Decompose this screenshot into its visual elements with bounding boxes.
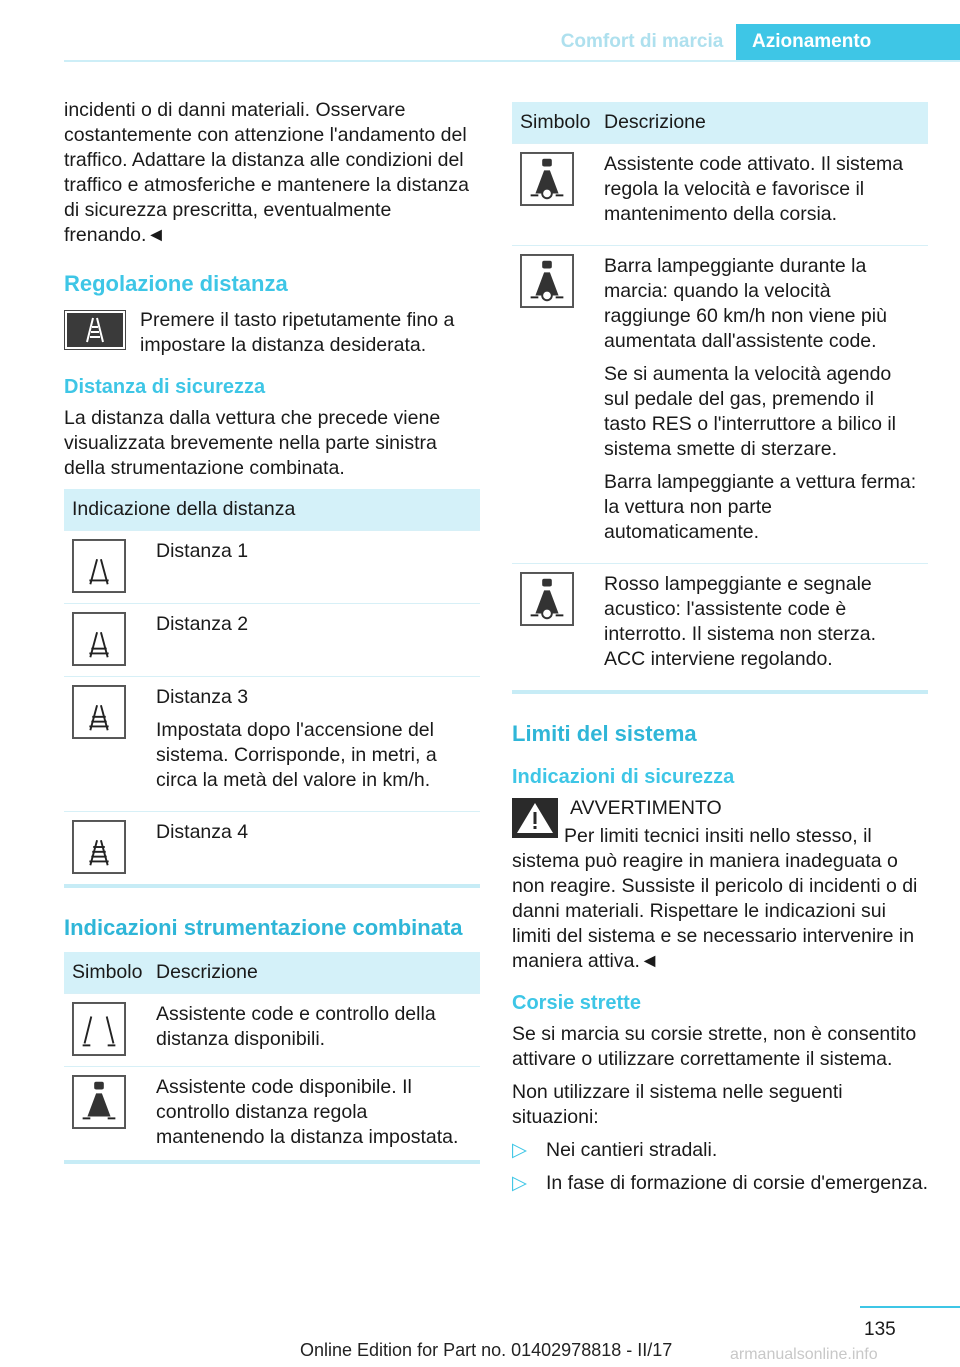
sicurezza-text: La distanza dalla vettura che precede viene visualizzata brevemente nella parte sinistra della strumentazione combinata.: [64, 407, 441, 479]
table-row: [64, 994, 480, 1067]
bullet-triangle-icon: ▷: [512, 1139, 527, 1161]
tab-comfort-di-marcia[interactable]: Comfort di marcia: [560, 31, 724, 52]
table-bottom-rule: [512, 690, 928, 694]
col-header-symbol: Simbolo: [512, 102, 596, 144]
section-title-indicazioni: Indicazioni di sicurezza: [512, 766, 735, 788]
regolazione-block: [64, 308, 480, 358]
distance-1-icon: [72, 539, 126, 593]
traffic-assist-interrupted-text: Rosso lampeggiante e segnale acustico: l'assistente code è interrotto. Il sistema non sterza. ACC interviene regolando.: [604, 573, 877, 670]
table-bottom-rule: [64, 1160, 480, 1164]
header-rule: [64, 60, 960, 62]
list-item: ▷ In fase di formazione di corsie d'emergenza.: [512, 1172, 929, 1194]
symbol-table-left: [64, 952, 480, 1160]
table-row: [512, 564, 928, 691]
traffic-assist-blinking-icon: [520, 254, 574, 308]
footer-rule: [860, 1306, 960, 1308]
table-row: [64, 677, 480, 812]
distance-table-header: Indicazione della distanza: [64, 489, 480, 531]
blinking-text-1: Barra lampeggiante durante la marcia: quando la velocità raggiunge 60 km/h non viene più aumentata dall'assistente code.: [604, 255, 887, 352]
regolazione-text: Premere il tasto ripetutamente fino a impostare la distanza desiderata.: [140, 309, 455, 356]
distance-button-icon: [64, 310, 126, 350]
table-row: [64, 604, 480, 677]
distance-1-text: Distanza 1: [148, 531, 480, 604]
table-bottom-rule: [64, 884, 480, 888]
traffic-assist-active-text: Assistente code attivato. Il sistema regola la velocità e favorisce il mantenimento della corsia.: [604, 153, 904, 225]
table-row: [64, 1067, 480, 1161]
lane-lines-text: Assistente code e controllo della distanza disponibili.: [148, 994, 480, 1067]
section-title-sicurezza: Distanza di sicurezza: [64, 376, 266, 398]
distance-2-icon: [72, 612, 126, 666]
right-column: [512, 102, 928, 1204]
table-row: [512, 246, 928, 564]
distance-4-icon: [72, 820, 126, 874]
blinking-text-3: Barra lampeggiante a vettura ferma: la vettura non parte automaticamente.: [604, 471, 917, 543]
intro-paragraph: incidenti o di danni materiali. Osservare costantemente con attenzione l'andamento del traffico. Adattare la distanza alle condizioni del traffico e atmosferiche e mantenere la distanza di sicurezza prescritta, eventualmente frenando.◄: [64, 99, 470, 246]
col-header-description: Descrizione: [148, 952, 480, 994]
warning-text: Per limiti tecnici insiti nello stesso, il sistema può reagire in maniera inadeguata o non reagire. Sussiste il pericolo di incidenti o di danni materiali. Rispettare le indicazioni sui limiti del sistema e se necessario intervenire in maniera attiva.◄: [512, 825, 918, 972]
symbol-table-right: [512, 102, 928, 690]
distance-table: [64, 489, 480, 884]
page-number: 135: [864, 1319, 896, 1340]
col-header-description: Descrizione: [596, 102, 928, 144]
traffic-assist-active-icon: [520, 152, 574, 206]
distance-3-text: Distanza 3: [156, 686, 249, 708]
section-title-regolazione: Regolazione distanza: [64, 271, 288, 296]
corsie-text-1: Se si marcia su corsie strette, non è consentito attivare o utilizzare correttamente il sistema.: [512, 1023, 917, 1070]
bullet-triangle-icon: ▷: [512, 1172, 527, 1194]
situations-list: [512, 1138, 928, 1196]
watermark: armanualsonline.info: [730, 1346, 878, 1363]
traffic-assist-interrupted-icon: [520, 572, 574, 626]
distance-2-text: Distanza 2: [148, 604, 480, 677]
left-column: [64, 98, 480, 1164]
table-row: [64, 531, 480, 604]
section-title-combinata: Indicazioni strumentazione combinata: [64, 915, 463, 940]
section-title-limiti: Limiti del sistema: [512, 721, 697, 746]
lane-lines-icon: [72, 1002, 126, 1056]
traffic-assist-car-text: Assistente code disponibile. Il controllo distanza regola mantenendo la distanza impostata.: [148, 1067, 480, 1161]
warning-label: AVVERTIMENTO: [570, 797, 722, 819]
distance-4-text: Distanza 4: [148, 812, 480, 885]
blinking-text-2: Se si aumenta la velocità agendo sul pedale del gas, premendo il tasto RES o l'interruttore a bilico il sistema smette di sterzare.: [604, 363, 897, 460]
edition-line: Online Edition for Part no. 01402978818 - II/17: [300, 1340, 673, 1360]
tab-azionamento[interactable]: Azionamento: [736, 24, 960, 60]
table-row: [64, 812, 480, 885]
section-title-corsie: Corsie strette: [512, 992, 641, 1014]
col-header-symbol: Simbolo: [64, 952, 148, 994]
list-item: ▷ Nei cantieri stradali.: [512, 1139, 718, 1161]
table-row: [512, 144, 928, 246]
distance-3-note: Impostata dopo l'accensione del sistema. Corrisponde, in metri, a circa la metà del valore in km/h.: [156, 719, 437, 791]
warning-triangle-icon: [512, 798, 558, 838]
distance-3-icon: [72, 685, 126, 739]
traffic-assist-car-icon: [72, 1075, 126, 1129]
corsie-text-2: Non utilizzare il sistema nelle seguenti situazioni:: [512, 1081, 843, 1128]
